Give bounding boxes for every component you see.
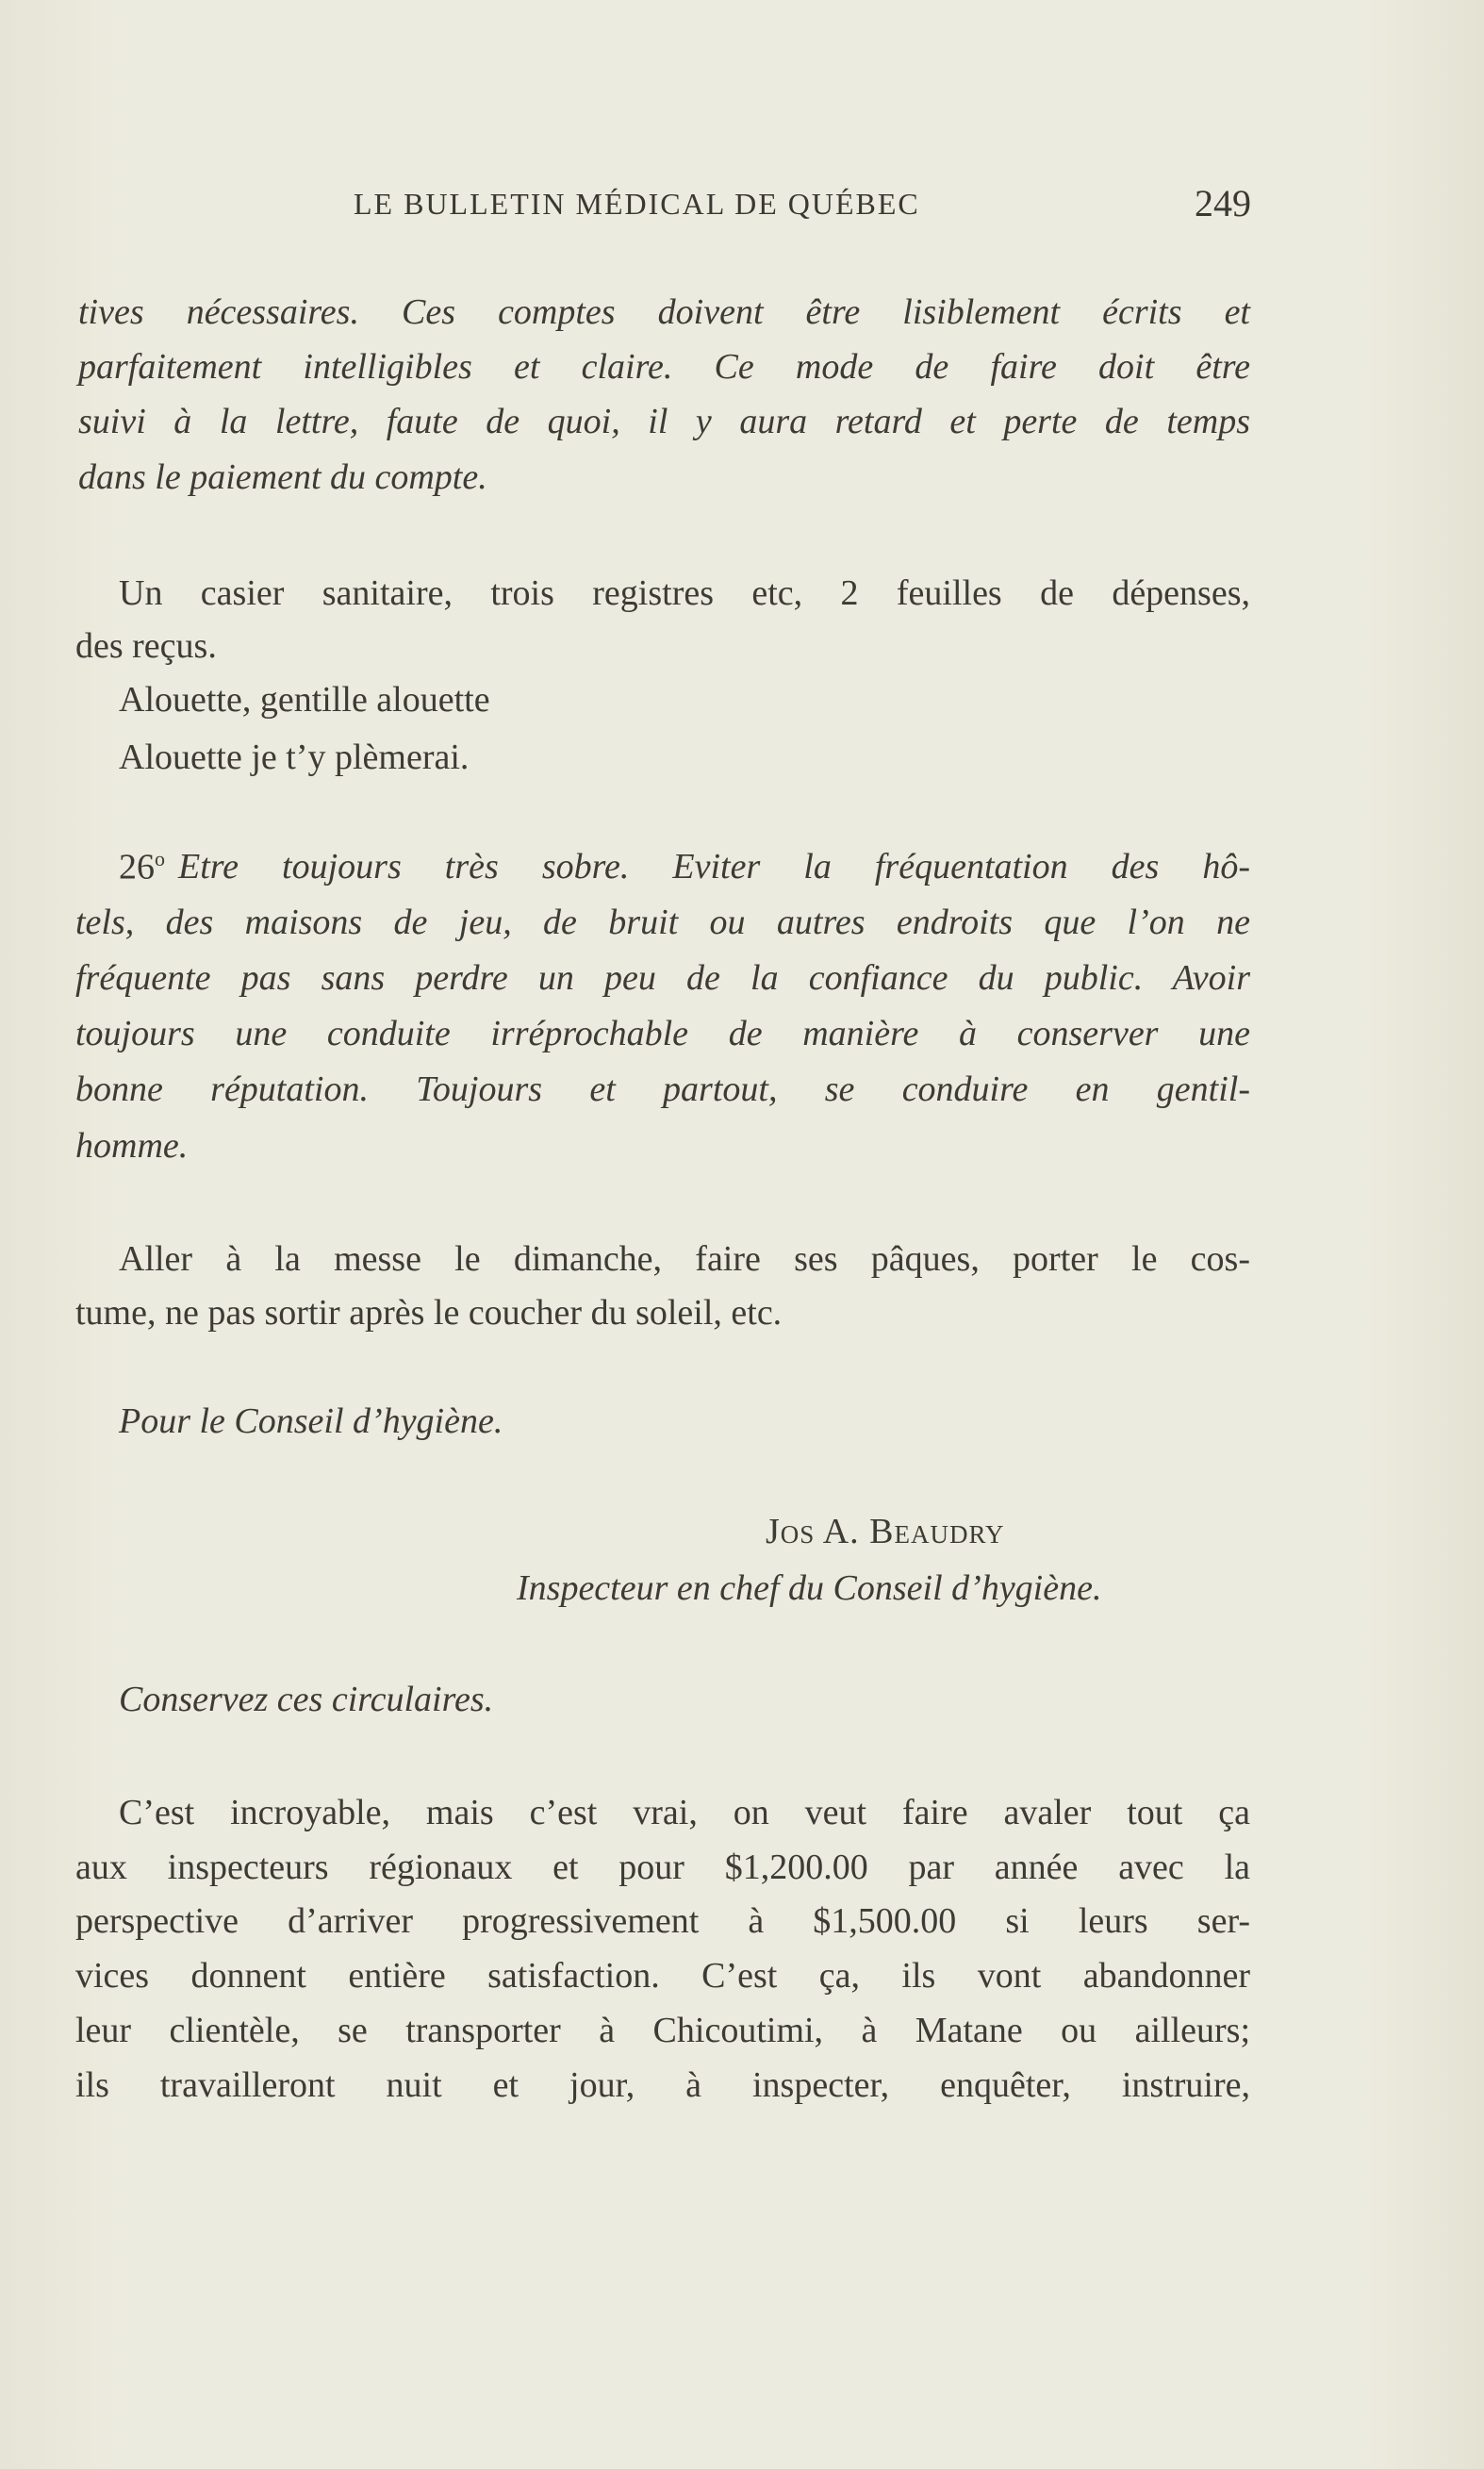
text-line: bonne réputation. Toujours et partout, se conduire en gentil- (75, 1069, 1250, 1109)
text-line: ils travailleront nuit et jour, à inspecter, enquêter, instruire, (75, 2065, 1250, 2105)
text-line: tume, ne pas sortir après le coucher du soleil, etc. (75, 1293, 783, 1333)
text-line: Un casier sanitaire, trois registres etc, 2 feuilles de dépenses, (119, 573, 1250, 613)
text-line: dans le paiement du compte. (78, 457, 487, 497)
text-line-numbered (119, 849, 1250, 886)
text-line: vices donnent entière satisfaction. C’est ça, ils vont abandonner (75, 1956, 1250, 1996)
text-line: Etre toujours très sobre. Eviter la fréquentation des hô- (178, 847, 1250, 887)
text-line: toujours une conduite irréprochable de manière à conserver une (75, 1014, 1250, 1053)
signature-name: Jos A. Beaudry (766, 1512, 1005, 1551)
text-line: Alouette je t’y plèmerai. (119, 737, 470, 777)
text-line: parfaitement intelligibles et claire. Ce mode de faire doit être (78, 347, 1250, 387)
text-line: perspective d’arriver progressivement à $1,500.00 si leurs ser- (75, 1901, 1250, 1941)
text-line: Pour le Conseil d’hygiène. (119, 1401, 503, 1441)
text-line: tels, des maisons de jeu, de bruit ou autres endroits que l’on ne (75, 903, 1250, 942)
text-line: C’est incroyable, mais c’est vrai, on veut faire avaler tout ça (119, 1793, 1250, 1832)
text-line: Aller à la messe le dimanche, faire ses pâques, porter le cos- (119, 1239, 1250, 1279)
text-line: Conservez ces circulaires. (119, 1680, 494, 1719)
article-number: 26$^o$ (119, 847, 165, 887)
text-line: Alouette, gentille alouette (119, 680, 490, 720)
text-line: leur clientèle, se transporter à Chicoutimi, à Matane ou ailleurs; (75, 2011, 1250, 2050)
page-number: 249 (1195, 182, 1251, 224)
text-line: homme. (75, 1126, 189, 1166)
text-line: aux inspecteurs régionaux et pour $1,200.00 par année avec la (75, 1848, 1250, 1887)
text-line: fréquente pas sans perdre un peu de la confiance du public. Avoir (75, 958, 1250, 998)
text-line: des reçus. (75, 626, 217, 666)
running-title: LE BULLETIN MÉDICAL DE QUÉBEC (354, 187, 920, 221)
text-line: tives nécessaires. Ces comptes doivent être lisiblement écrits et (78, 292, 1250, 332)
text-line: suivi à la lettre, faute de quoi, il y aura retard et perte de temps (78, 402, 1250, 441)
signature-title: Inspecteur en chef du Conseil d’hygiène. (517, 1568, 1102, 1608)
page-header (0, 182, 1484, 234)
